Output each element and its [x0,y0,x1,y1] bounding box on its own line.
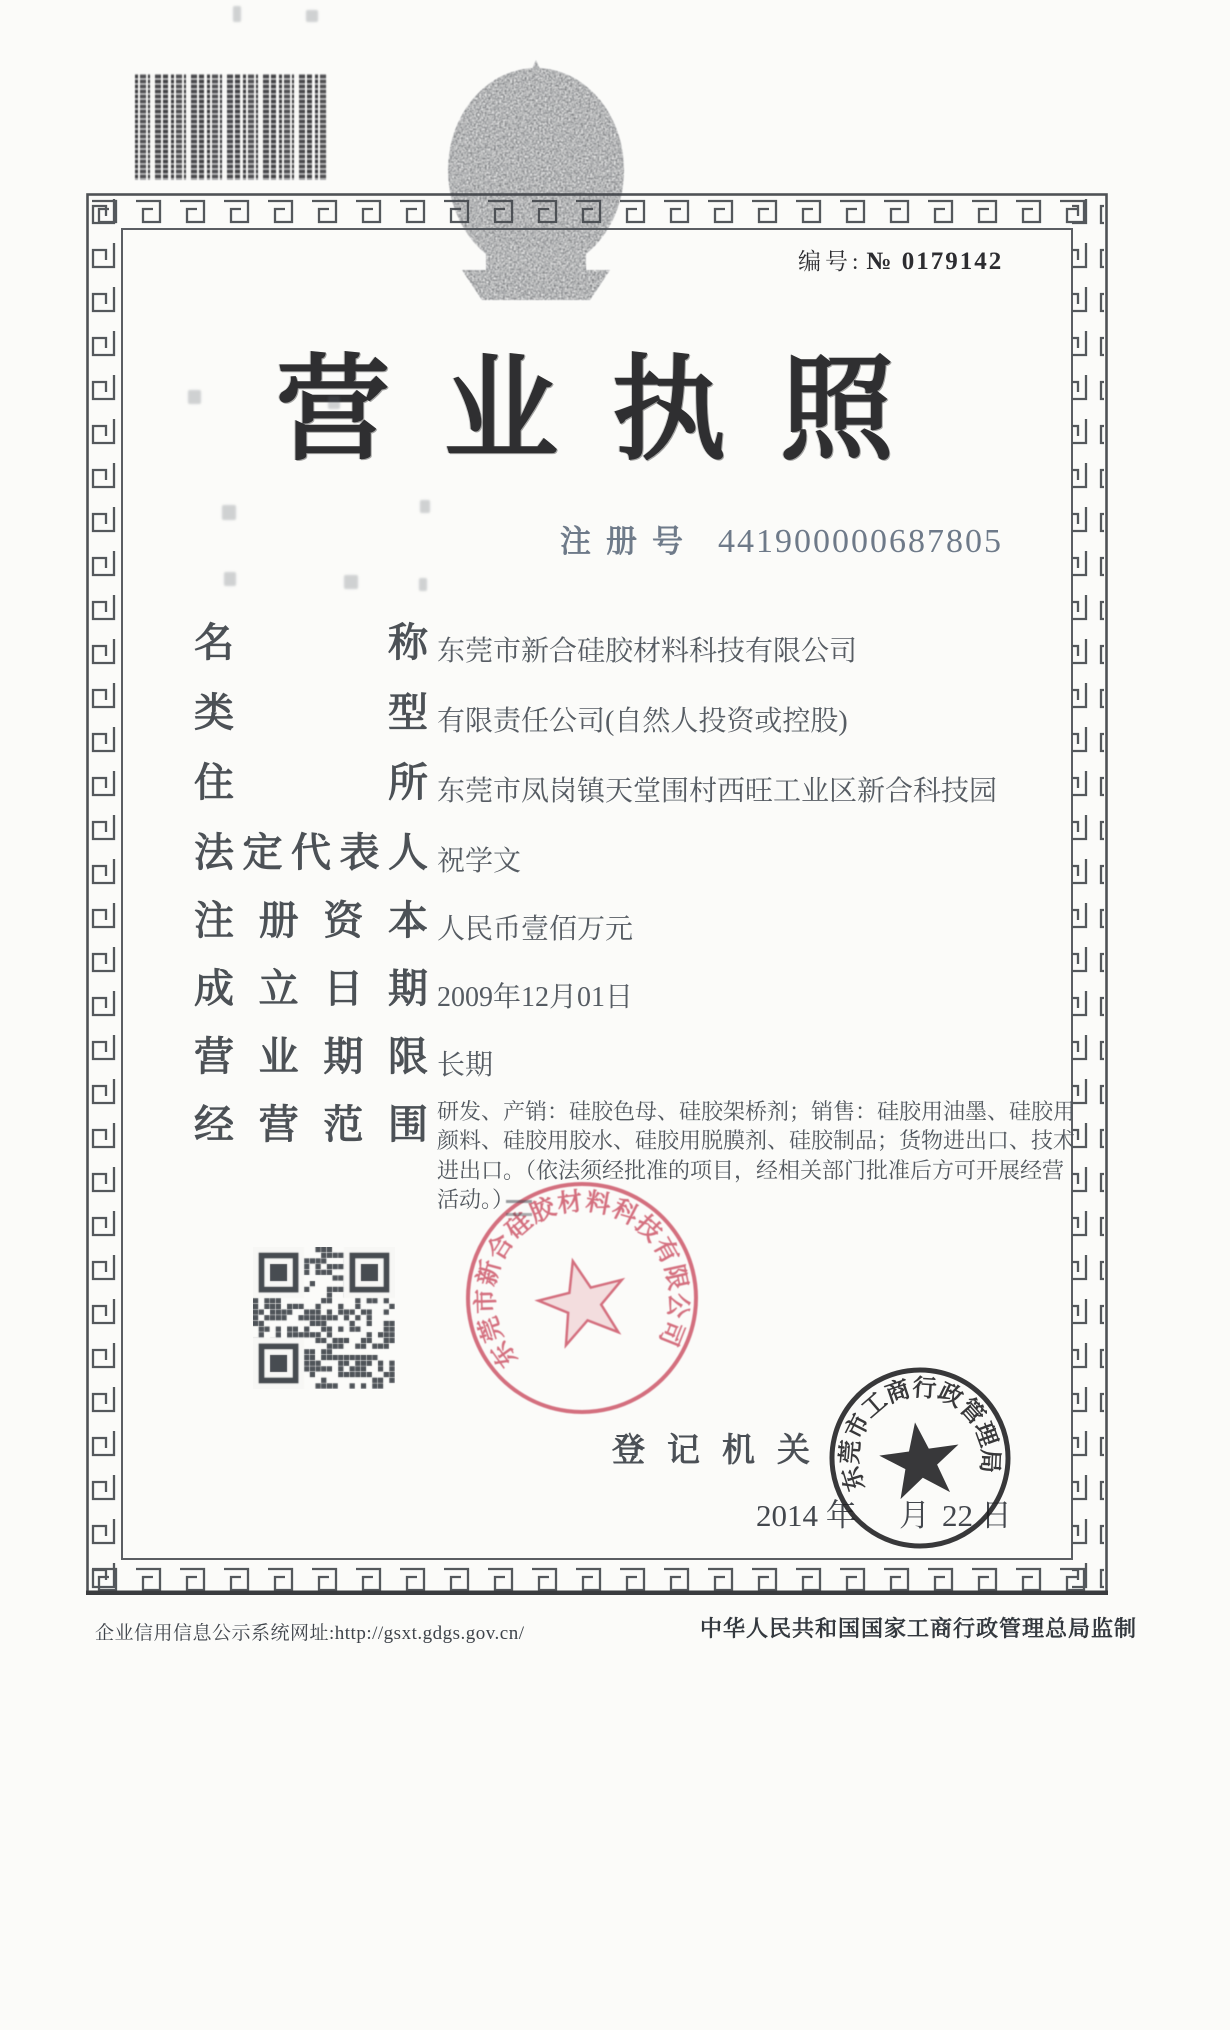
scan-artifact [306,10,318,22]
footer-credit-system-url: 企业信用信息公示系统网址:http://gsxt.gdgs.gov.cn/ [95,1623,525,1644]
issue-date-month: 月 [899,1498,930,1533]
field-label: 注 册 资 本 [194,898,428,943]
serial-number-line [798,243,1118,276]
field-label: 名 称 [194,620,428,665]
barcode-icon [135,74,327,180]
scan-artifact [328,396,340,409]
scan-artifact [506,1200,532,1216]
authority-seal-text: 东莞市工商行政管理局 [837,1375,1003,1495]
footer-issuing-authority: 中华人民共和国国家工商行政管理总局监制 [700,1616,1138,1641]
company-red-seal [452,1168,712,1428]
company-seal-text: 东莞市新合硅胶材料科技有限公司 [472,1188,692,1372]
star-icon [531,1251,634,1349]
scan-artifact [233,6,241,22]
serial-value: № 0179142 [866,248,1004,275]
registration-label: 注册号 [560,524,698,559]
registration-value: 441900000687805 [718,523,1003,560]
field-label: 经 营 范 围 [194,1102,428,1147]
scan-artifact [344,575,358,589]
issue-date-year: 2014 年 [756,1498,857,1533]
authority-black-seal [820,1358,1020,1558]
field-value: 长期 [437,1050,494,1081]
field-value: 祝学文 [437,846,522,877]
field-value: 有限责任公司(自然人投资或控股) [437,706,848,737]
field-value: 东莞市凤岗镇天堂围村西旺工业区新合科技园 [437,776,998,807]
field-label: 法 定 代 表 人 [194,830,428,875]
scan-artifact [420,500,430,513]
qr-code-icon [253,1247,395,1389]
field-value: 东莞市新合硅胶材料科技有限公司 [437,636,858,667]
scan-artifact [188,390,201,404]
scan-artifact [419,578,427,591]
scan-artifact [224,572,236,586]
field-label: 住 所 [194,760,428,805]
field-label: 类 型 [194,690,428,735]
scan-artifact [222,505,236,520]
field-label: 营 业 期 限 [194,1034,428,1079]
field-label: 成 立 日 期 [194,966,428,1011]
license-title: 营业执照 [276,347,949,474]
serial-label: 编号: [798,249,863,274]
star-icon [875,1417,965,1501]
registration-number-line [560,516,1003,561]
field-value: 人民币壹佰万元 [437,914,634,945]
issue-date-day: 22 日 [942,1498,1012,1533]
registration-authority-label: 登记机关 [612,1433,832,1469]
field-value: 2009年12月01日 [437,982,634,1013]
field-value: 研发、产销：硅胶色母、硅胶架桥剂；销售：硅胶用油墨、硅胶用颜料、硅胶用胶水、硅胶用脱膜剂、硅胶制品；货物进出口、技术进出口。（依法须经批准的项目，经相关部门批准后方可开展经营活动。） [437,1099,1076,1212]
